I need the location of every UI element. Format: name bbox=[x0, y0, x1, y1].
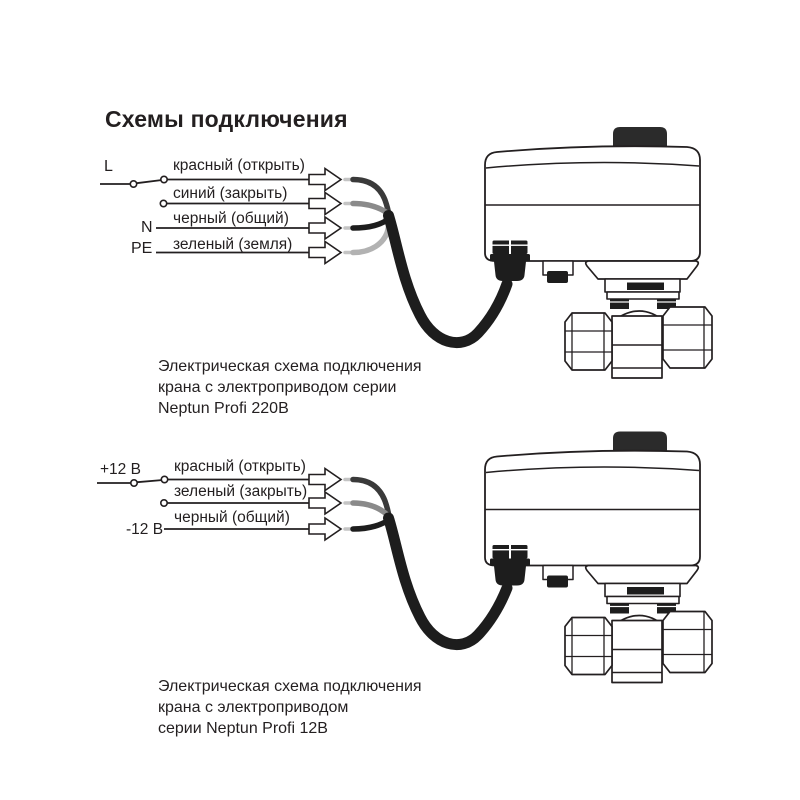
terminal-label-l: L bbox=[104, 158, 113, 175]
caption-12v bbox=[158, 676, 422, 739]
wire-label-green-close: зеленый (закрыть) bbox=[174, 483, 308, 500]
switch-symbol bbox=[100, 176, 167, 206]
block-arrow-icon bbox=[309, 217, 341, 239]
terminal-label-plus12: +12 В bbox=[100, 461, 141, 478]
block-arrow-icon bbox=[309, 242, 341, 264]
caption-line: серии Neptun Profi 12В bbox=[158, 720, 328, 737]
block-arrow-icon bbox=[309, 518, 341, 540]
caption-220v bbox=[158, 356, 422, 419]
switch-symbol bbox=[97, 476, 168, 506]
wire-label-red-open: красный (открыть) bbox=[173, 157, 305, 174]
wire-label-green-ground: зеленый (земля) bbox=[173, 236, 293, 253]
wire-label-black-common: черный (общий) bbox=[174, 509, 290, 526]
block-arrow-icon bbox=[309, 492, 341, 514]
wire-label-red-open: красный (открыть) bbox=[174, 458, 306, 475]
actuator-valve-illustration bbox=[485, 432, 712, 683]
caption-line: крана с электроприводом серии bbox=[158, 379, 397, 396]
block-arrow-icon bbox=[309, 193, 341, 215]
block-arrow-icon bbox=[309, 169, 341, 191]
bare-wire-tips bbox=[345, 180, 356, 253]
actuator-valve-illustration bbox=[485, 127, 712, 378]
block-arrow-icon bbox=[309, 469, 341, 491]
caption-line: крана с электроприводом bbox=[158, 699, 349, 716]
terminal-label-n: N bbox=[141, 219, 153, 236]
wire-label-black-common: черный (общий) bbox=[173, 210, 289, 227]
caption-line: Электрическая схема подключения bbox=[158, 678, 422, 695]
caption-line: Электрическая схема подключения bbox=[158, 358, 422, 375]
page-title: Схемы подключения bbox=[105, 106, 348, 132]
caption-line: Neptun Profi 220В bbox=[158, 400, 289, 417]
terminal-label-minus12: -12 В bbox=[126, 521, 164, 538]
terminal-label-pe: PE bbox=[131, 240, 153, 257]
wire-label-blue-close: синий (закрыть) bbox=[173, 185, 288, 202]
